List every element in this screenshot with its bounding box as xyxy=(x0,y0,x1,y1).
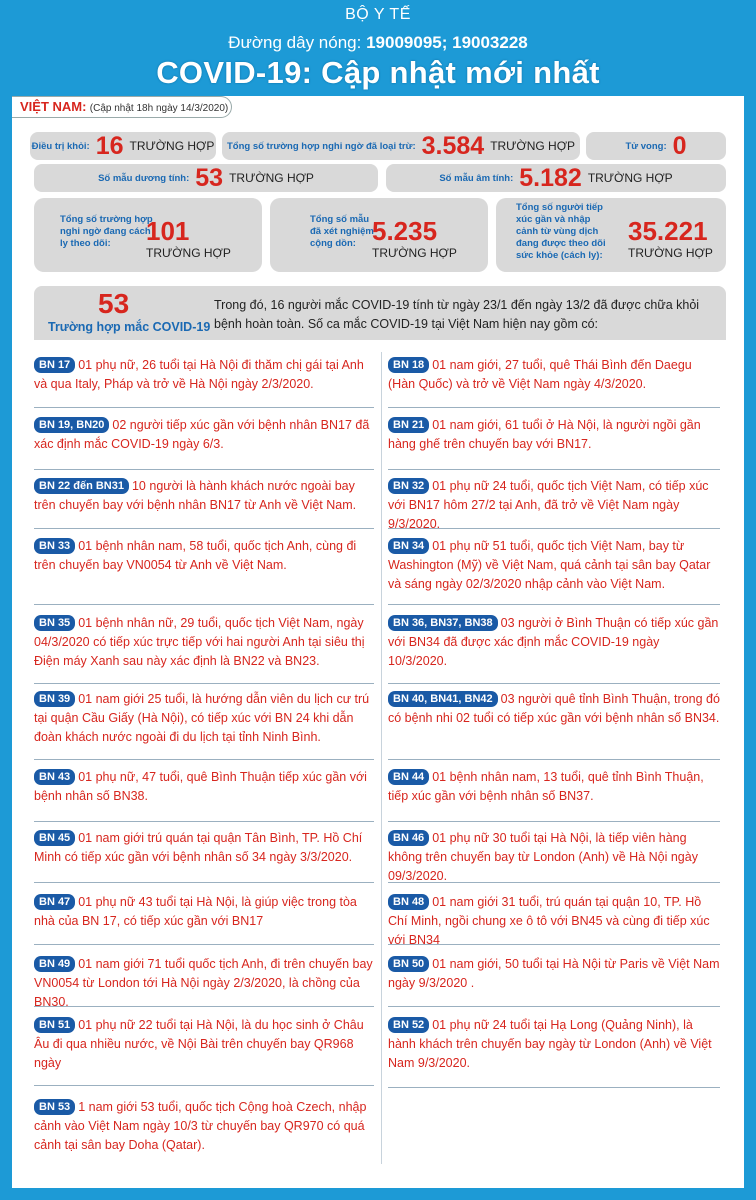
case-text: 01 nam giới 31 tuổi, trú quán tại quận 10, TP. Hồ Chí Minh, ngồi chung xe ô tô với BN45 và cùng đi tiếp xúc với BN34 xyxy=(388,895,710,947)
stat-recovered-value: 16 xyxy=(95,131,124,160)
case-badge: BN 48 xyxy=(388,894,429,910)
case-badge: BN 39 xyxy=(34,691,75,707)
case-text: 01 nam giới trú quán tại quận Tân Bình, TP. Hồ Chí Minh có tiếp xúc gần với bệnh nhân số 34 ngày 3/3/2020. xyxy=(34,831,363,864)
case-text: 01 phụ nữ 24 tuổi tại Hạ Long (Quảng Ninh), là hành khách trên chuyến bay ngày từ London (Anh) về Việt Nam 9/3/2020. xyxy=(388,1018,712,1070)
case-badge: BN 32 xyxy=(388,478,429,494)
case-text: 01 bệnh nhân nữ, 29 tuổi, quốc tịch Việt Nam, ngày 04/3/2020 có tiếp xúc trực tiếp với hai người Anh tại siêu thị Điện máy Xanh sau này xác định là BN22 và BN23. xyxy=(34,616,365,668)
case-badge: BN 43 xyxy=(34,769,75,785)
stat-tested xyxy=(270,198,488,272)
case-badge: BN 40, BN41, BN42 xyxy=(388,691,498,707)
case-text: 01 bệnh nhân nam, 13 tuổi, quê tỉnh Bình Thuận, tiếp xúc gần với bệnh nhân số BN37. xyxy=(388,770,704,803)
label-line: sức khỏe (cách ly): xyxy=(516,250,603,261)
stat-positive-unit: TRƯỜNG HỢP xyxy=(229,171,314,185)
case-text: 02 người tiếp xúc gần với bệnh nhân BN17 đã xác định mắc COVID-19 ngày 6/3. xyxy=(34,418,370,451)
stat-tested-label xyxy=(310,214,374,250)
case-item xyxy=(388,537,720,605)
label-line: cộng dồn: xyxy=(310,238,356,249)
case-badge: BN 52 xyxy=(388,1017,429,1033)
case-text: 01 phụ nữ 43 tuổi tại Hà Nội, là giúp việc trong tòa nhà của BN 17, có tiếp xúc gần với BN17 xyxy=(34,895,357,928)
case-text: 01 phụ nữ, 47 tuổi, quê Bình Thuận tiếp xúc gần với bệnh nhân số BN38. xyxy=(34,770,367,803)
case-item xyxy=(388,416,720,470)
case-item xyxy=(388,768,720,822)
stat-monitored-label xyxy=(516,202,606,262)
case-badge: BN 36, BN37, BN38 xyxy=(388,615,498,631)
stat-negative xyxy=(386,164,726,192)
case-badge: BN 49 xyxy=(34,956,75,972)
stat-isolated-value: 101 xyxy=(146,216,190,246)
case-item xyxy=(34,829,374,883)
case-badge: BN 35 xyxy=(34,615,75,631)
stat-positive-label: Số mẫu dương tính: xyxy=(98,172,190,184)
case-item xyxy=(34,477,374,529)
update-time: (Cập nhật 18h ngày 14/3/2020) xyxy=(89,103,229,114)
case-text: 03 người ở Bình Thuận có tiếp xúc gần với BN34 đã được xác định mắc COVID-19 ngày 10/3/2020. xyxy=(388,616,719,668)
stat-excluded-value: 3.584 xyxy=(421,131,485,160)
hotline xyxy=(0,33,756,53)
case-item xyxy=(34,1016,374,1086)
case-item xyxy=(388,893,720,945)
summary-value: 53 xyxy=(98,288,130,319)
case-text: 01 nam giới 71 tuổi quốc tịch Anh, đi trên chuyến bay VN0054 từ London tới Hà Nội ngày 2/3/2020, là chồng của BN30. xyxy=(34,957,373,1009)
stat-negative-unit: TRƯỜNG HỢP xyxy=(587,171,673,185)
stat-monitored-unit: TRƯỜNG HỢP xyxy=(628,246,713,260)
summary-text: Trong đó, 16 người mắc COVID-19 tính từ ngày 23/1 đến ngày 13/2 đã được chữa khỏi bệnh hoàn toàn. Số ca mắc COVID-19 tại Việt Nam hiện nay gồm có: xyxy=(214,298,700,331)
case-text: 01 phụ nữ 51 tuổi, quốc tịch Việt Nam, bay từ Washington (Mỹ) về Việt Nam, quá cảnh tại sân bay Qatar và sáng ngày 02/3/2020 nhập cảnh vào Việt Nam. xyxy=(388,539,711,591)
case-text: 01 phụ nữ 22 tuổi tại Hà Nội, là du học sinh ở Châu Âu đi qua nhiều nước, về Nội Bài trên chuyến bay QR968 ngày xyxy=(34,1018,364,1070)
case-item xyxy=(34,356,374,408)
label-line: Tổng số mẫu xyxy=(310,214,370,225)
case-item xyxy=(388,614,720,684)
stat-positive-value: 53 xyxy=(195,163,224,192)
case-text: 01 nam giới, 50 tuổi tại Hà Nội từ Paris về Việt Nam ngày 9/3/2020 . xyxy=(388,957,720,990)
label-line: Tổng số trường hợp xyxy=(60,214,153,225)
case-text: 10 người là hành khách nước ngoài bay trên chuyến bay với bệnh nhân BN17 từ Anh về Việt Nam. xyxy=(34,479,357,512)
case-badge: BN 22 đến BN31 xyxy=(34,478,129,494)
country-tag xyxy=(12,96,232,118)
stat-recovered-unit: TRƯỜNG HỢP xyxy=(129,139,215,153)
stats-panel xyxy=(30,120,730,280)
case-text: 1 nam giới 53 tuổi, quốc tịch Cộng hoà Czech, nhập cảnh vào Việt Nam ngày 10/3 từ chuyến bay QR970 có quá cảnh tại sân bay Doha (Qatar). xyxy=(34,1100,367,1152)
case-text: 01 bệnh nhân nam, 58 tuổi, quốc tịch Anh, cùng đi trên chuyến bay VN0054 từ Anh về Việt Nam. xyxy=(34,539,357,572)
case-badge: BN 50 xyxy=(388,956,429,972)
case-badge: BN 45 xyxy=(34,830,75,846)
stat-recovered-label: Điều trị khỏi: xyxy=(31,140,90,152)
case-text: 01 phụ nữ 30 tuổi tại Hà Nội, là tiếp viên hàng không trên chuyến bay từ London (Anh) về Hà Nội ngày 09/3/2020. xyxy=(388,831,698,883)
stat-excluded-unit: TRƯỜNG HỢP xyxy=(490,139,576,153)
case-item xyxy=(34,893,374,945)
case-item xyxy=(34,690,374,760)
stat-deaths xyxy=(586,132,726,160)
hotline-numbers: 19009095; 19003228 xyxy=(366,33,528,52)
case-item xyxy=(34,768,374,822)
stat-negative-value: 5.182 xyxy=(519,163,582,192)
stat-negative-label: Số mẫu âm tính: xyxy=(439,172,514,184)
stat-monitored xyxy=(496,198,726,272)
case-text: 03 người quê tỉnh Bình Thuận, trong đó có bệnh nhi 02 tuổi có tiếp xúc gần với bệnh nhân số BN34. xyxy=(388,692,720,725)
case-badge: BN 33 xyxy=(34,538,75,554)
case-badge: BN 46 xyxy=(388,830,429,846)
summary-label: Trường hợp mắc COVID-19 xyxy=(48,320,211,334)
case-badge: BN 18 xyxy=(388,357,429,373)
stat-tested-value: 5.235 xyxy=(372,216,438,246)
stat-tested-unit: TRƯỜNG HỢP xyxy=(372,246,457,260)
case-badge: BN 19, BN20 xyxy=(34,417,109,433)
case-item xyxy=(34,955,374,1007)
case-text: 01 phụ nữ, 26 tuổi tại Hà Nội đi thăm chị gái tại Anh và qua Italy, Pháp và trở về Hà Nội ngày 2/3/2020. xyxy=(34,358,364,391)
case-item xyxy=(388,477,720,529)
summary-panel xyxy=(34,286,726,340)
case-badge: BN 53 xyxy=(34,1099,75,1115)
column-divider xyxy=(381,352,382,1164)
org-name: BỘ Y TẾ xyxy=(345,6,411,23)
case-item xyxy=(34,416,374,470)
case-item xyxy=(388,829,720,883)
case-badge: BN 44 xyxy=(388,769,429,785)
stat-isolated-unit: TRƯỜNG HỢP xyxy=(146,246,231,260)
case-badge: BN 21 xyxy=(388,417,429,433)
page-title: COVID-19: Cập nhật mới nhất xyxy=(156,55,600,90)
case-item xyxy=(388,690,720,760)
stat-positive xyxy=(34,164,378,192)
case-text: 01 nam giới 25 tuổi, là hướng dẫn viên du lịch cư trú tại quận Cầu Giấy (Hà Nội), có tiếp xúc với BN 24 khi dẫn đoàn khách nước ngoài đi du lịch tại tỉnh Ninh Bình. xyxy=(34,692,370,744)
case-item xyxy=(34,537,374,605)
stat-isolated-label xyxy=(60,214,153,250)
stat-deaths-value: 0 xyxy=(672,131,687,160)
stat-recovered xyxy=(30,132,216,160)
case-badge: BN 47 xyxy=(34,894,75,910)
label-line: ly theo dõi: xyxy=(60,238,111,249)
case-text: 01 phụ nữ 24 tuổi, quốc tịch Việt Nam, có tiếp xúc với BN17 hôm 27/2 tại Anh, đã trở về Việt Nam ngày 9/3/2020. xyxy=(388,479,709,531)
stat-deaths-label: Tử vong: xyxy=(625,140,667,152)
label-line: nghi ngờ đang cách xyxy=(60,226,151,237)
case-badge: BN 34 xyxy=(388,538,429,554)
case-item xyxy=(388,1016,720,1088)
stat-excluded-label: Tổng số trường hợp nghi ngờ đã loại trừ: xyxy=(226,140,416,152)
case-item xyxy=(34,614,374,684)
label-line: xúc gần và nhập xyxy=(516,214,591,225)
case-item xyxy=(388,356,720,408)
hotline-label: Đường dây nóng: xyxy=(228,33,362,52)
case-text: 01 nam giới, 27 tuổi, quê Thái Bình đến Daegu (Hàn Quốc) và trở về Việt Nam ngày 4/3/2020. xyxy=(388,358,692,391)
case-item xyxy=(34,1098,374,1166)
label-line: đã xét nghiệm xyxy=(310,226,374,237)
stat-excluded xyxy=(222,132,580,160)
case-text: 01 nam giới, 61 tuổi ở Hà Nội, là người ngồi gần hàng ghế trên chuyến bay với BN17. xyxy=(388,418,701,451)
case-badge: BN 17 xyxy=(34,357,75,373)
stat-isolated xyxy=(34,198,262,272)
case-badge: BN 51 xyxy=(34,1017,75,1033)
label-line: đang được theo dõi xyxy=(516,238,606,249)
stat-monitored-value: 35.221 xyxy=(628,216,708,246)
label-line: Tổng số người tiếp xyxy=(516,202,603,213)
label-line: cảnh từ vùng dịch xyxy=(516,226,599,237)
case-item xyxy=(388,955,720,1007)
country-name: VIỆT NAM: xyxy=(20,99,87,114)
